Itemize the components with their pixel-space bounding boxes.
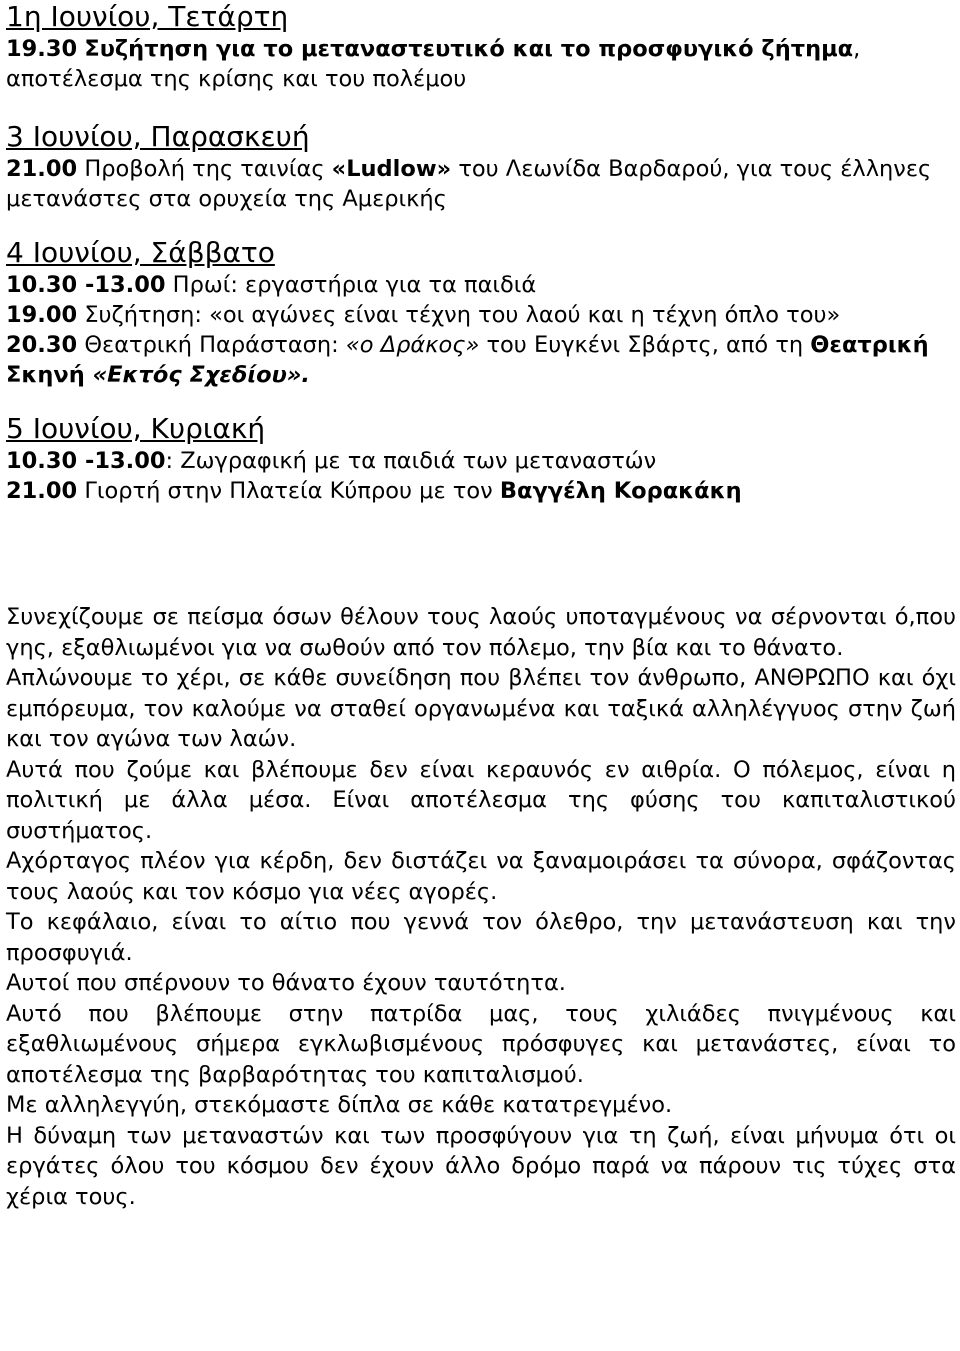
play-title: «ο Δράκος» [345,332,480,358]
statement-paragraph: Αυτά που ζούμε και βλέπουμε δεν είναι κεραυνός εν αιθρία. Ο πόλεμος, είναι η πολιτική με άλλα μέσα. Είναι αποτέλεσμα της φύσης του καπιταλιστικού συστήματος. [6,756,956,844]
document-page [6,0,956,1212]
day-4 [6,412,956,506]
event-line [6,270,956,300]
day-2 [6,120,956,214]
event-description: , αποτέλεσμα της κρίσης και του πολέμου [6,36,861,92]
statement-paragraph: Απλώνουμε το χέρι, σε κάθε συνείδηση που βλέπει τον άνθρωπο, ΑΝΘΡΩΠΟ και όχι εμπόρευμα, τον καλούμε να σταθεί οργανωμένα και ταξικά αλληλέγγυος στην ζωή και τον αγώνα των λαών. [6,665,956,752]
event-time: 20.30 [6,332,78,358]
statement-paragraph: Συνεχίζουμε σε πείσμα όσων θέλουν τους λαούς υποταγμένους να σέρνονται ό,που γης, εξαθλιωμένοι για να σωθούν από τον πόλεμο, την βία και το θάνατο. [6,604,956,661]
statement-paragraph: Η δύναμη των μεταναστών και των προσφύγουν για τη ζωή, είναι μήνυμα ότι οι εργάτες όλου του κόσμου δεν έχουν άλλο δρόμο παρά να πάρουν τις τύχες στα χέρια τους. [6,1122,956,1210]
event-description: Προβολή της ταινίας [77,156,332,182]
event-line [6,476,956,506]
film-title: «Ludlow» [331,156,452,182]
day-heading: 5 Ιουνίου, Κυριακή [6,412,266,445]
event-line [6,154,956,214]
statement-paragraph: Με αλληλεγγύη, στεκόμαστε δίπλα σε κάθε κατατρεγμένο. [6,1092,673,1118]
event-title: Συζήτηση για το μεταναστευτικό και το προσφυγικό ζήτημα [84,36,854,62]
event-description: του Ευγκένι Σβάρτς, από τη [479,332,811,358]
event-description: Πρωί: εργαστήρια για τα παιδιά [165,272,537,298]
statement-paragraph: Αυτοί που σπέρνουν το θάνατο έχουν ταυτότητα. [6,970,566,996]
event-line [6,446,956,476]
statement [6,602,956,1212]
event-description: Γιορτή στην Πλατεία Κύπρου με τον [77,478,500,504]
statement-paragraph: Το κεφάλαιο, είναι το αίτιο που γεννά τον όλεθρο, την μετανάστευση και την προσφυγιά. [6,909,956,966]
event-description: του Λεωνίδα Βαρδαρού, για τους έλληνες μετανάστες στα ορυχεία της Αμερικής [6,156,932,212]
event-description: Συζήτηση: «οι αγώνες είναι τέχνη του λαού και η τέχνη όπλο του» [77,302,841,328]
statement-paragraph: Αυτό που βλέπουμε στην πατρίδα μας, τους χιλιάδες πνιγμένους και εξαθλιωμένους σήμερα εγκλωβισμένους πρόσφυγες και μετανάστες, είναι το αποτέλεσμα της βαρβαρότητας του καπιταλισμού. [6,1000,956,1088]
day-heading: 4 Ιουνίου, Σάββατο [6,236,275,269]
event-description: : Ζωγραφική με τα παιδιά των μεταναστών [165,448,657,474]
event-line [6,300,956,330]
event-time: 10.30 -13.00 [6,272,166,298]
event-time: 21.00 [6,478,78,504]
artist-name: Βαγγέλη Κορακάκη [499,478,742,504]
event-time: 19.00 [6,302,78,328]
statement-paragraph: Αχόρταγος πλέον για κέρδη, δεν διστάζει να ξαναμοιράσει τα σύνορα, σφάζοντας τους λαούς και τον κόσμο για νέες αγορές. [6,848,956,905]
event-line [6,330,956,390]
day-heading: 1η Ιουνίου, Τετάρτη [6,0,289,33]
event-description: Θεατρική Παράσταση: [77,332,346,358]
event-time: 21.00 [6,156,78,182]
event-line [6,34,956,94]
day-heading: 3 Ιουνίου, Παρασκευή [6,120,310,153]
troupe-name: Θεατρική Σκηνή «Εκτός Σχεδίου». [6,332,929,388]
event-time: 19.30 [6,36,78,62]
event-time: 10.30 -13.00 [6,448,166,474]
day-3 [6,236,956,390]
day-1 [6,0,956,94]
